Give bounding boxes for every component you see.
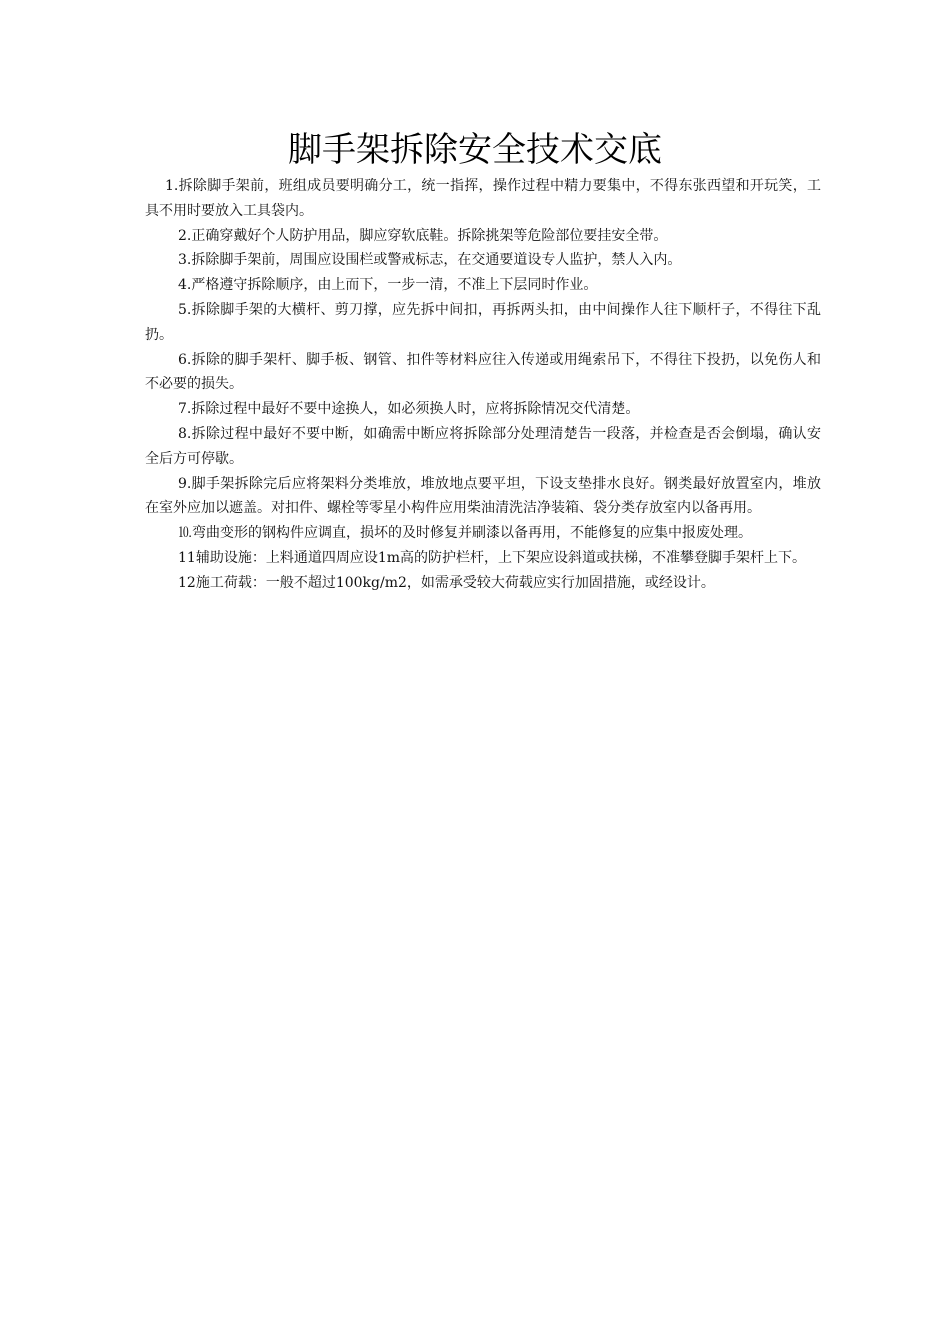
paragraph-9: 9.脚手架拆除完后应将架料分类堆放，堆放地点要平坦，下设支垫排水良好。钢类最好放置室内，堆放在室外应加以遮盖。对扣件、螺栓等零星小构件应用柴油清洗洁净装箱、袋分类存放室内以备再用。 <box>145 475 821 517</box>
paragraph-10: ⒑弯曲变形的钢构件应调直，损坏的及时修复并刷漆以备再用，不能修复的应集中报废处理。 <box>178 525 752 542</box>
paragraph-3: 3.拆除脚手架前，周围应设围栏或警戒标志，在交通要道设专人监护，禁人入内。 <box>178 252 682 269</box>
paragraph-8: 8.拆除过程中最好不要中断，如确需中断应将拆除部分处理清楚告一段落，并检查是否会倒塌，确认安全后方可停歇。 <box>145 425 821 467</box>
paragraph-5: 5.拆除脚手架的大横杆、剪刀撑，应先拆中间扣，再拆两头扣，由中间操作人往下顺杆子，不得往下乱扔。 <box>145 301 821 343</box>
document-body <box>145 174 821 596</box>
paragraph-12: 12施工荷载：一般不超过100kg/m2，如需承受较大荷载应实行加固措施，或经设计。 <box>178 574 715 591</box>
paragraph-4: 4.严格遵守拆除顺序，由上而下，一步一清，不准上下层同时作业。 <box>178 277 598 294</box>
document-title: 脚手架拆除安全技术交底 <box>288 130 662 170</box>
paragraph-11: 11辅助设施：上料通道四周应设1m高的防护栏杆，上下架应设斜道或扶梯，不准攀登脚手架杆上下。 <box>178 549 806 566</box>
paragraph-2: 2.正确穿戴好个人防护用品，脚应穿软底鞋。拆除挑架等危险部位要挂安全带。 <box>178 227 668 244</box>
paragraph-6: 6.拆除的脚手架杆、脚手板、钢管、扣件等材料应往入传递或用绳索吊下，不得往下投扔，以免伤人和不必要的损失。 <box>145 351 821 393</box>
paragraph-1: 1.拆除脚手架前，班组成员要明确分工，统一指挥，操作过程中精力要集中，不得东张西望和开玩笑，工具不用时要放入工具袋内。 <box>145 178 821 219</box>
paragraph-7: 7.拆除过程中最好不要中途换人，如必须换人时，应将拆除情况交代清楚。 <box>178 401 640 418</box>
